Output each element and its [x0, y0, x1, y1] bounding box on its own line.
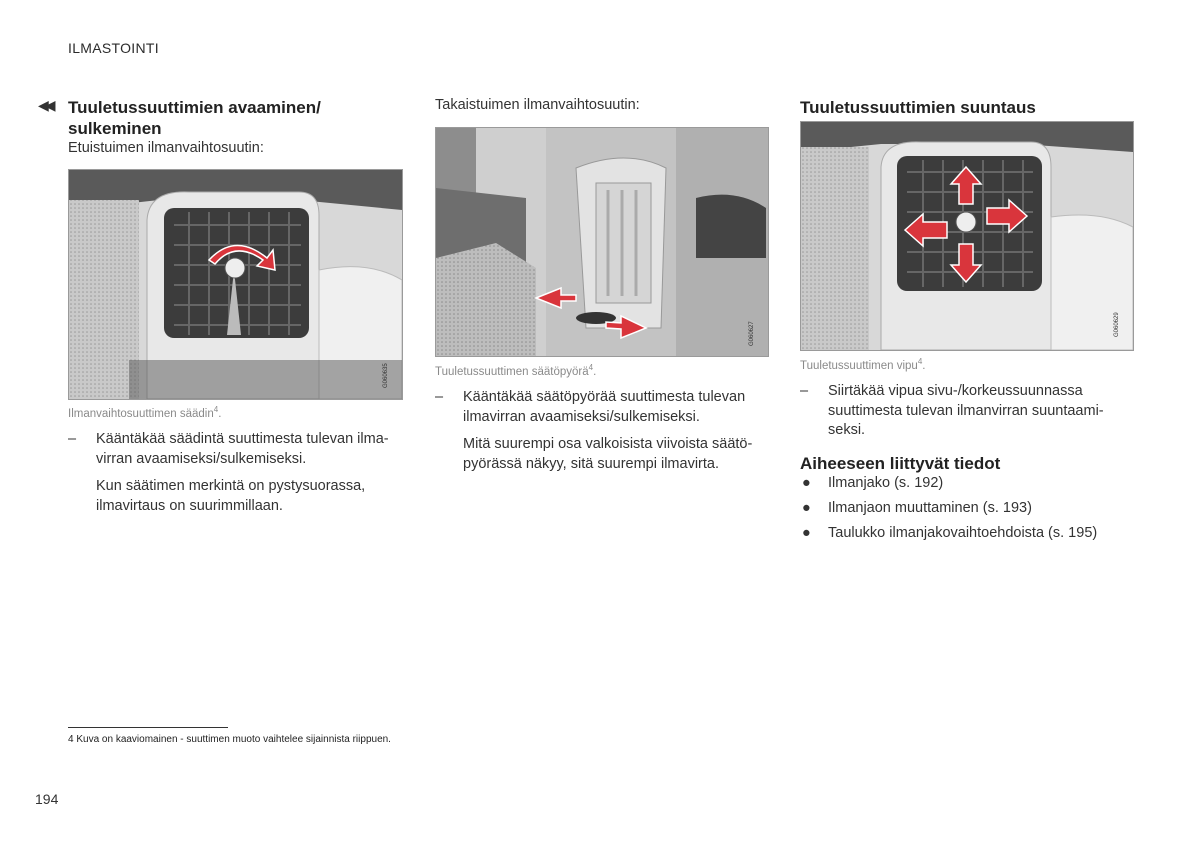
double-chevron-left-icon[interactable]: ◀◀ — [38, 97, 52, 113]
step-item — [435, 388, 775, 427]
related-list — [800, 471, 1160, 546]
column-1 — [68, 97, 408, 159]
direction-caption — [800, 357, 926, 372]
figure-id: G060629 — [1114, 312, 1120, 337]
step-line3: seksi. — [828, 422, 866, 438]
front-vent-caption — [68, 405, 221, 420]
step-item — [68, 430, 408, 469]
related-link[interactable] — [800, 471, 1160, 496]
related-link-label[interactable]: Taulukko ilmanjakovaihtoehdoista (s. 195) — [828, 525, 1098, 541]
bullet-icon: ● — [802, 475, 811, 491]
step-line1: Kääntäkää säätöpyörää suuttimesta tulevan — [463, 389, 746, 405]
direction-heading: Tuuletussuuttimien suuntaus — [800, 98, 1036, 117]
section-title — [68, 97, 408, 139]
direction-instructions — [800, 382, 1140, 441]
footnote-ref[interactable]: 4 — [213, 405, 219, 414]
step-item — [800, 382, 1140, 441]
note-line2: ilmavirtaus on suurimmillaan. — [96, 497, 283, 514]
dash-marker: – — [435, 389, 444, 405]
related-link[interactable] — [800, 496, 1160, 521]
dash-marker: – — [800, 383, 809, 399]
section-title-line1: Tuuletussuuttimien avaaminen/ — [68, 98, 321, 117]
caption-end: . — [593, 365, 597, 378]
note-line1: Mitä suurempi osa valkoisista viivoista säätö- — [463, 436, 753, 452]
footnote-ref[interactable]: 4 — [917, 357, 923, 366]
related-link[interactable] — [800, 521, 1160, 546]
step-line2: virran avaamiseksi/sulkemiseksi. — [96, 450, 307, 467]
step-line2: suuttimesta tulevan ilmanvirran suuntaami- — [828, 402, 1104, 419]
section-title-line2: sulkeminen — [68, 119, 162, 138]
footnote-ref[interactable]: 4 — [588, 363, 594, 372]
page-number: 194 — [35, 791, 59, 807]
rear-vent-caption — [435, 363, 596, 378]
caption-end: . — [218, 407, 222, 420]
figure-id: G060635 — [383, 363, 389, 388]
related-link-label[interactable]: Ilmanjako (s. 192) — [828, 475, 944, 491]
rear-vent-subheading: Takaistuimen ilmanvaihtosuutin: — [435, 97, 640, 113]
step-line2: ilmavirran avaamiseksi/sulkemiseksi. — [463, 408, 700, 425]
bullet-icon: ● — [802, 500, 811, 516]
step-note — [435, 435, 775, 474]
caption-text: Tuuletussuuttimen vipu — [800, 359, 918, 372]
front-vent-instructions — [68, 430, 408, 516]
dash-marker: – — [68, 431, 77, 447]
caption-text: Ilmanvaihtosuuttimen säädin — [68, 407, 214, 420]
caption-end: . — [922, 359, 926, 372]
bullet-icon: ● — [802, 525, 811, 541]
step-note — [68, 477, 408, 516]
direction-figure — [800, 121, 1134, 351]
front-vent-subheading: Etuistuimen ilmanvaihtosuutin: — [68, 140, 264, 156]
caption-text: Tuuletussuuttimen säätöpyörä — [435, 365, 589, 378]
footnote: 4 Kuva on kaaviomainen - suuttimen muoto vaihtelee sijainnista riippuen. — [68, 734, 391, 745]
step-line1: Kääntäkää säädintä suuttimesta tulevan ilma- — [96, 431, 389, 447]
related-heading: Aiheeseen liittyvät tiedot — [800, 454, 1001, 473]
note-line2: pyörässä näkyy, sitä suurempi ilmavirta. — [463, 455, 719, 472]
footnote-divider — [68, 727, 228, 728]
section-header: ILMASTOINTI — [68, 40, 159, 56]
step-line1: Siirtäkää vipua sivu-/korkeussuunnassa — [828, 383, 1083, 399]
note-line1: Kun säätimen merkintä on pystysuorassa, — [96, 478, 366, 494]
figure-id: G060627 — [749, 321, 755, 346]
rear-vent-instructions — [435, 388, 775, 474]
rear-vent-figure — [435, 127, 769, 357]
related-link-label[interactable]: Ilmanjaon muuttaminen (s. 193) — [828, 500, 1032, 516]
front-vent-figure — [68, 169, 403, 400]
